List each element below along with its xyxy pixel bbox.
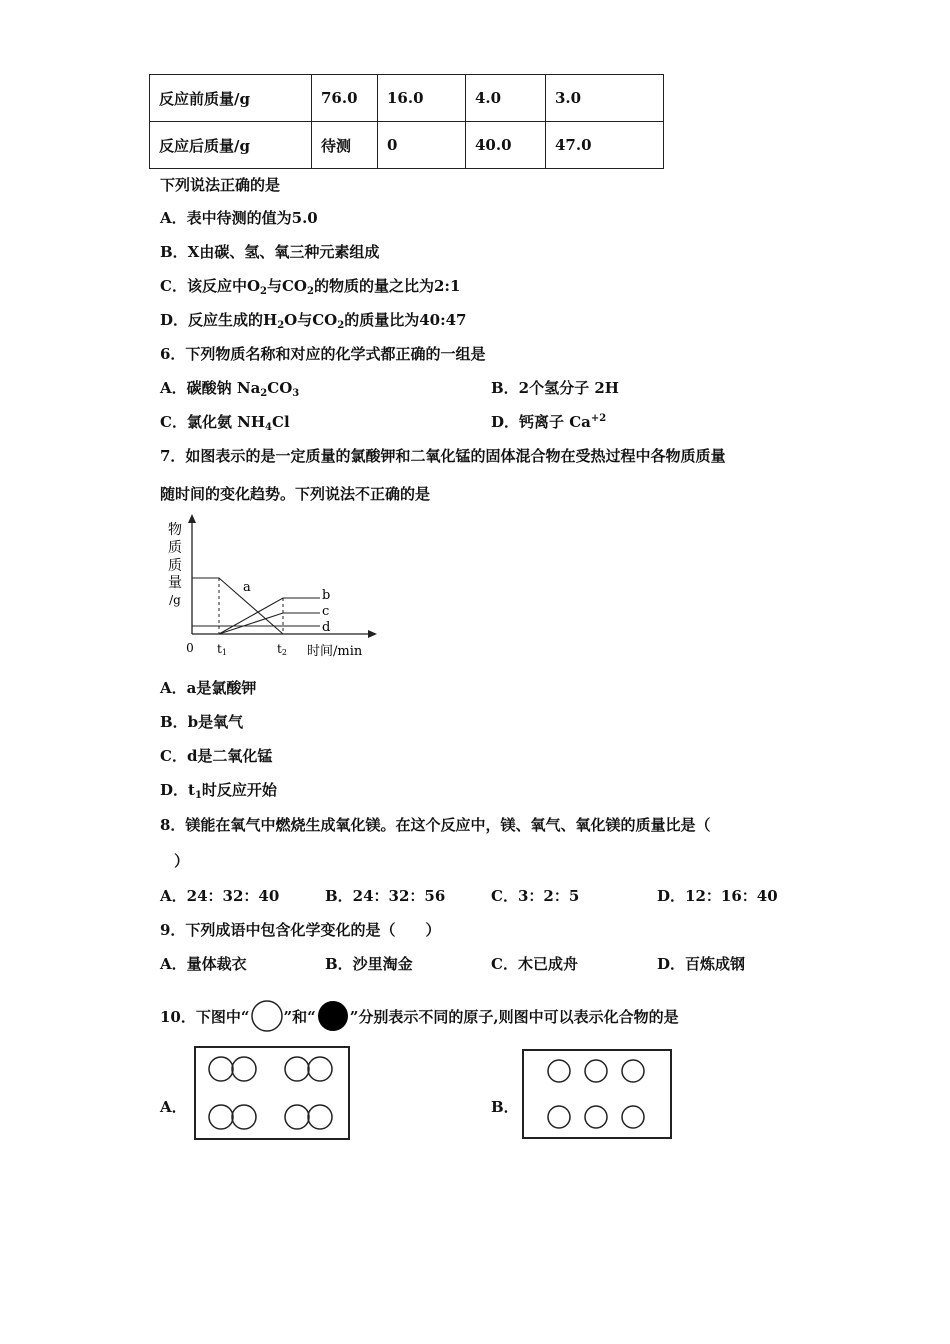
q10-option-b-label: B． <box>491 1098 519 1116</box>
q7-option-b: B．b是氧气 <box>160 713 244 731</box>
table-cell: 4.0 <box>466 75 546 122</box>
q7-option-c: C．d是二氧化锰 <box>160 747 273 765</box>
q9-option-a: A．量体裁衣 <box>160 955 247 973</box>
table-cell: 3.0 <box>546 75 664 122</box>
row-label: 反应前质量/g <box>150 75 312 122</box>
q7-option-d: D．$t_1$时反应开始 <box>160 781 277 801</box>
q6-option-b: B．2个氢分子 2H <box>491 379 619 397</box>
series-d-label: d <box>322 620 331 635</box>
q5-option-a: A．表中待测的值为5.0 <box>160 209 318 227</box>
q5-option-d: D．反应生成的$H_2O$与$CO_2$的质量比为40:47 <box>160 311 467 331</box>
series-c-label: c <box>322 604 330 619</box>
y-label-char: 质 <box>168 540 182 556</box>
q8-option-a: A．24：32：40 <box>160 887 280 905</box>
y-label-char: /g <box>169 593 181 607</box>
q5-option-c: C．该反应中$O_2$与$CO_2$的物质的量之比为2:1 <box>160 277 461 297</box>
x-axis-arrow <box>368 630 377 638</box>
series-a-label: a <box>243 580 251 595</box>
q5-option-b: B．X由碳、氢、氧三种元素组成 <box>160 243 380 261</box>
t1-label: t1 <box>217 642 227 657</box>
black-atom-icon <box>316 999 350 1033</box>
origin-label: 0 <box>186 641 194 655</box>
q6-option-a: A．碳酸钠 $Na_2CO_3$ <box>160 379 300 399</box>
mass-time-graph <box>155 512 385 662</box>
q9-option-d: D．百炼成钢 <box>657 955 746 973</box>
q8-stem-line1: 8．镁能在氧气中燃烧生成氧化镁。在这个反应中，镁、氧气、氧化镁的质量比是（ <box>160 816 711 834</box>
q9-option-c: C．木已成舟 <box>491 955 578 973</box>
t2-label: t2 <box>277 642 287 657</box>
table-cell: 40.0 <box>466 122 546 169</box>
series-b-label: b <box>322 588 331 603</box>
q7-stem-line2: 随时间的变化趋势。下列说法不正确的是 <box>160 485 431 503</box>
row-label: 反应后质量/g <box>150 122 312 169</box>
q9-stem: 9．下列成语中包含化学变化的是（ ） <box>160 921 441 939</box>
table-cell: 76.0 <box>312 75 378 122</box>
q10-option-b-diagram <box>521 1048 673 1140</box>
q7-option-a: A．a是氯酸钾 <box>160 679 257 697</box>
y-label-char: 量 <box>168 575 182 591</box>
table-row <box>150 122 664 169</box>
q5-prompt: 下列说法正确的是 <box>160 176 281 194</box>
table-cell: 待测 <box>312 122 378 169</box>
q6-stem: 6．下列物质名称和对应的化学式都正确的一组是 <box>160 345 486 363</box>
y-label-char: 质 <box>168 558 182 574</box>
q8-option-c: C．3：2：5 <box>491 887 580 905</box>
q6-option-d: D．钙离子 $Ca^{+2}$ <box>491 413 607 431</box>
q10-stem: 10．下图中“ ”和“ ”分别表示不同的原子,则图中可以表示化合物的是 <box>160 999 679 1033</box>
white-atom-icon <box>250 999 284 1033</box>
table-cell: 0 <box>378 122 466 169</box>
table-cell: 16.0 <box>378 75 466 122</box>
y-label-char: 物 <box>168 522 182 538</box>
q8-option-b: B．24：32：56 <box>325 887 446 905</box>
series-c-line <box>219 613 320 634</box>
q6-option-c: C．氯化氨 $NH_4Cl$ <box>160 413 290 433</box>
mass-table <box>149 74 664 169</box>
q8-stem-line2: ） <box>174 852 190 870</box>
q10-option-a-diagram <box>193 1045 351 1141</box>
q7-stem-line1: 7．如图表示的是一定质量的氯酸钾和二氧化锰的固体混合物在受热过程中各物质质量 <box>160 447 726 465</box>
q9-option-b: B．沙里淘金 <box>325 955 413 973</box>
table-row <box>150 75 664 122</box>
y-axis-arrow <box>188 514 196 523</box>
q10-option-a-label: A． <box>160 1098 187 1116</box>
table-cell: 47.0 <box>546 122 664 169</box>
q8-option-d: D．12：16：40 <box>657 887 778 905</box>
x-axis-label: 时间/min <box>307 644 363 659</box>
